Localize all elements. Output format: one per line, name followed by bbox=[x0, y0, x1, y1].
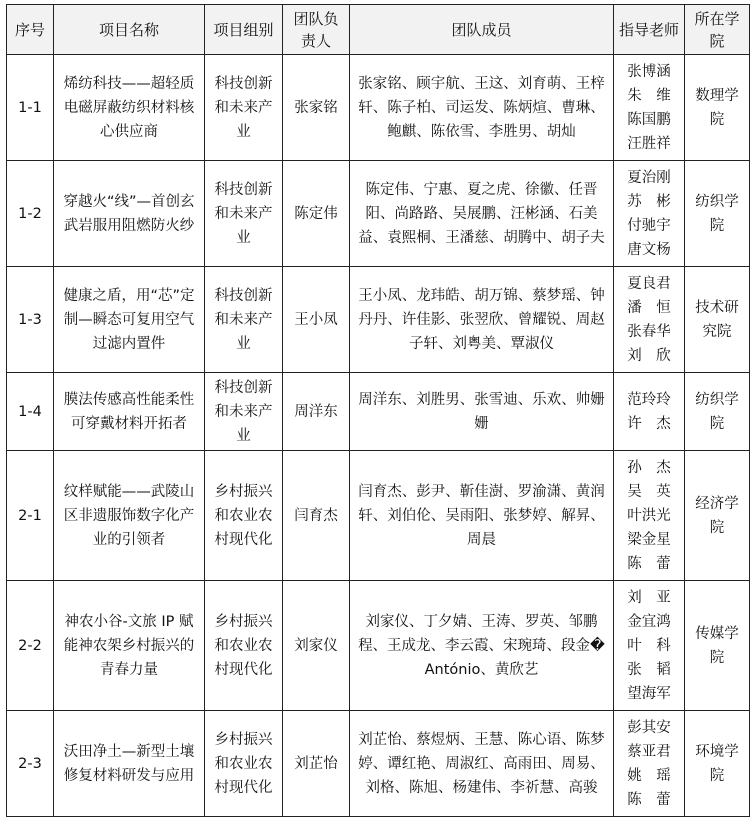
header-leader: 团队负责人 bbox=[283, 5, 350, 55]
table-body bbox=[7, 55, 750, 817]
header-project-name: 项目名称 bbox=[54, 5, 205, 55]
mentor-name: 姚 瑶 bbox=[627, 767, 671, 784]
header-mentor: 指导老师 bbox=[614, 5, 685, 55]
cell-college: 经济学院 bbox=[685, 451, 750, 581]
cell-leader: 刘芷怡 bbox=[283, 711, 350, 817]
cell-members: 周洋东、刘胜男、张雪迪、乐欢、帅姗姗 bbox=[350, 373, 614, 451]
cell-project-name: 神农小谷-文旅 IP 赋能神农架乡村振兴的青春力量 bbox=[54, 581, 205, 711]
cell-college: 传媒学院 bbox=[685, 581, 750, 711]
cell-group: 科技创新和未来产业 bbox=[205, 267, 283, 373]
cell-college: 纺织学院 bbox=[685, 373, 750, 451]
mentor-name: 朱 维 bbox=[627, 87, 671, 104]
mentor-name: 叶 科 bbox=[627, 637, 671, 654]
cell-group: 乡村振兴和农业农村现代化 bbox=[205, 711, 283, 817]
header-group: 项目组别 bbox=[205, 5, 283, 55]
mentor-name: 张博涵 bbox=[627, 63, 671, 80]
cell-leader: 张家铭 bbox=[283, 55, 350, 161]
cell-college: 数理学院 bbox=[685, 55, 750, 161]
mentor-name: 夏良君 bbox=[627, 275, 671, 292]
mentor-name: 唐文杨 bbox=[627, 241, 671, 258]
cell-project-name: 健康之盾，用“芯”定制—瞬态可复用空气过滤内置件 bbox=[54, 267, 205, 373]
mentor-name: 叶洪光 bbox=[627, 507, 671, 524]
table-row bbox=[7, 711, 750, 817]
mentor-name: 刘 亚 bbox=[627, 589, 671, 606]
cell-members: 刘家仪、丁夕婧、王涛、罗英、邹鹏程、王成龙、李云霞、宋琬琦、段金�António、黄欣艺 bbox=[350, 581, 614, 711]
cell-leader: 刘家仪 bbox=[283, 581, 350, 711]
header-members: 团队成员 bbox=[350, 5, 614, 55]
mentor-name: 范玲玲 bbox=[627, 391, 671, 408]
table-row bbox=[7, 161, 750, 267]
cell-index: 2-1 bbox=[7, 451, 54, 581]
cell-college: 环境学院 bbox=[685, 711, 750, 817]
cell-mentors bbox=[614, 711, 685, 817]
cell-members: 闫育杰、彭尹、靳佳澍、罗渝潇、黄润轩、刘伯伦、吴雨阳、张梦婷、解昇、周晨 bbox=[350, 451, 614, 581]
cell-group: 乡村振兴和农业农村现代化 bbox=[205, 451, 283, 581]
cell-project-name: 穿越火“线”—首创玄武岩服用阻燃防火纱 bbox=[54, 161, 205, 267]
cell-college: 纺织学院 bbox=[685, 161, 750, 267]
mentor-name: 许 杰 bbox=[627, 415, 671, 432]
mentor-name: 孙 杰 bbox=[627, 459, 671, 476]
mentor-name: 夏治刚 bbox=[627, 169, 671, 186]
cell-college: 技术研究院 bbox=[685, 267, 750, 373]
mentor-name: 潘 恒 bbox=[627, 299, 671, 316]
cell-group: 科技创新和未来产业 bbox=[205, 373, 283, 451]
cell-leader: 王小凤 bbox=[283, 267, 350, 373]
cell-leader: 陈定伟 bbox=[283, 161, 350, 267]
cell-project-name: 沃田净土—新型土壤修复材料研发与应用 bbox=[54, 711, 205, 817]
cell-mentors bbox=[614, 581, 685, 711]
mentor-name: 付驰宇 bbox=[627, 217, 671, 234]
cell-leader: 周洋东 bbox=[283, 373, 350, 451]
mentor-name: 蔡亚君 bbox=[627, 743, 671, 760]
header-row bbox=[7, 5, 750, 55]
project-table bbox=[6, 4, 750, 817]
cell-members: 刘芷怡、蔡煜炳、王慧、陈心语、陈梦婷、谭红艳、周淑红、高雨田、周易、刘格、陈旭、杨建伟、李祈慧、高骏 bbox=[350, 711, 614, 817]
cell-project-name: 膜法传感高性能柔性可穿戴材料开拓者 bbox=[54, 373, 205, 451]
cell-index: 2-3 bbox=[7, 711, 54, 817]
cell-index: 1-2 bbox=[7, 161, 54, 267]
cell-members: 王小凤、龙玮皓、胡万锦、蔡梦瑶、钟丹丹、许佳影、张翌欣、曾耀锐、周赵子轩、刘粤美、覃淑仪 bbox=[350, 267, 614, 373]
table-row bbox=[7, 451, 750, 581]
cell-leader: 闫育杰 bbox=[283, 451, 350, 581]
cell-mentors bbox=[614, 451, 685, 581]
mentor-name: 刘 欣 bbox=[627, 347, 671, 364]
cell-index: 1-3 bbox=[7, 267, 54, 373]
cell-index: 1-4 bbox=[7, 373, 54, 451]
cell-project-name: 纹样赋能——武陵山区非遗服饰数字化产业的引领者 bbox=[54, 451, 205, 581]
mentor-name: 望海军 bbox=[627, 685, 671, 702]
cell-mentors bbox=[614, 161, 685, 267]
mentor-name: 陈 蕾 bbox=[627, 555, 671, 572]
mentor-name: 彭其安 bbox=[627, 719, 671, 736]
table-row bbox=[7, 373, 750, 451]
mentor-name: 张 韬 bbox=[627, 661, 671, 678]
table-row bbox=[7, 581, 750, 711]
project-table-container bbox=[6, 4, 750, 817]
mentor-name: 陈国鹏 bbox=[627, 111, 671, 128]
header-college: 所在学院 bbox=[685, 5, 750, 55]
cell-members: 张家铭、顾宇航、王这、刘育萌、王梓轩、陈子柏、司运发、陈炳煊、曹琳、鲍麒、陈依雪、李胜男、胡灿 bbox=[350, 55, 614, 161]
mentor-name: 汪胜祥 bbox=[627, 135, 671, 152]
cell-mentors bbox=[614, 55, 685, 161]
header-index: 序号 bbox=[7, 5, 54, 55]
cell-group: 乡村振兴和农业农村现代化 bbox=[205, 581, 283, 711]
cell-mentors bbox=[614, 267, 685, 373]
mentor-name: 梁金星 bbox=[627, 531, 671, 548]
cell-group: 科技创新和未来产业 bbox=[205, 161, 283, 267]
cell-mentors bbox=[614, 373, 685, 451]
cell-index: 1-1 bbox=[7, 55, 54, 161]
mentor-name: 陈 蕾 bbox=[627, 791, 671, 808]
cell-members: 陈定伟、宁惠、夏之虎、徐徽、任晋阳、尚路路、吴展鹏、汪彬涵、石美益、袁熙桐、王潘慈、胡腾中、胡子夫 bbox=[350, 161, 614, 267]
table-row bbox=[7, 55, 750, 161]
cell-group: 科技创新和未来产业 bbox=[205, 55, 283, 161]
table-row bbox=[7, 267, 750, 373]
cell-index: 2-2 bbox=[7, 581, 54, 711]
mentor-name: 金宜鸿 bbox=[627, 613, 671, 630]
mentor-name: 苏 彬 bbox=[627, 193, 671, 210]
cell-project-name: 烯纺科技——超轻质电磁屏蔽纺织材料核心供应商 bbox=[54, 55, 205, 161]
mentor-name: 吴 英 bbox=[627, 483, 671, 500]
mentor-name: 张春华 bbox=[627, 323, 671, 340]
